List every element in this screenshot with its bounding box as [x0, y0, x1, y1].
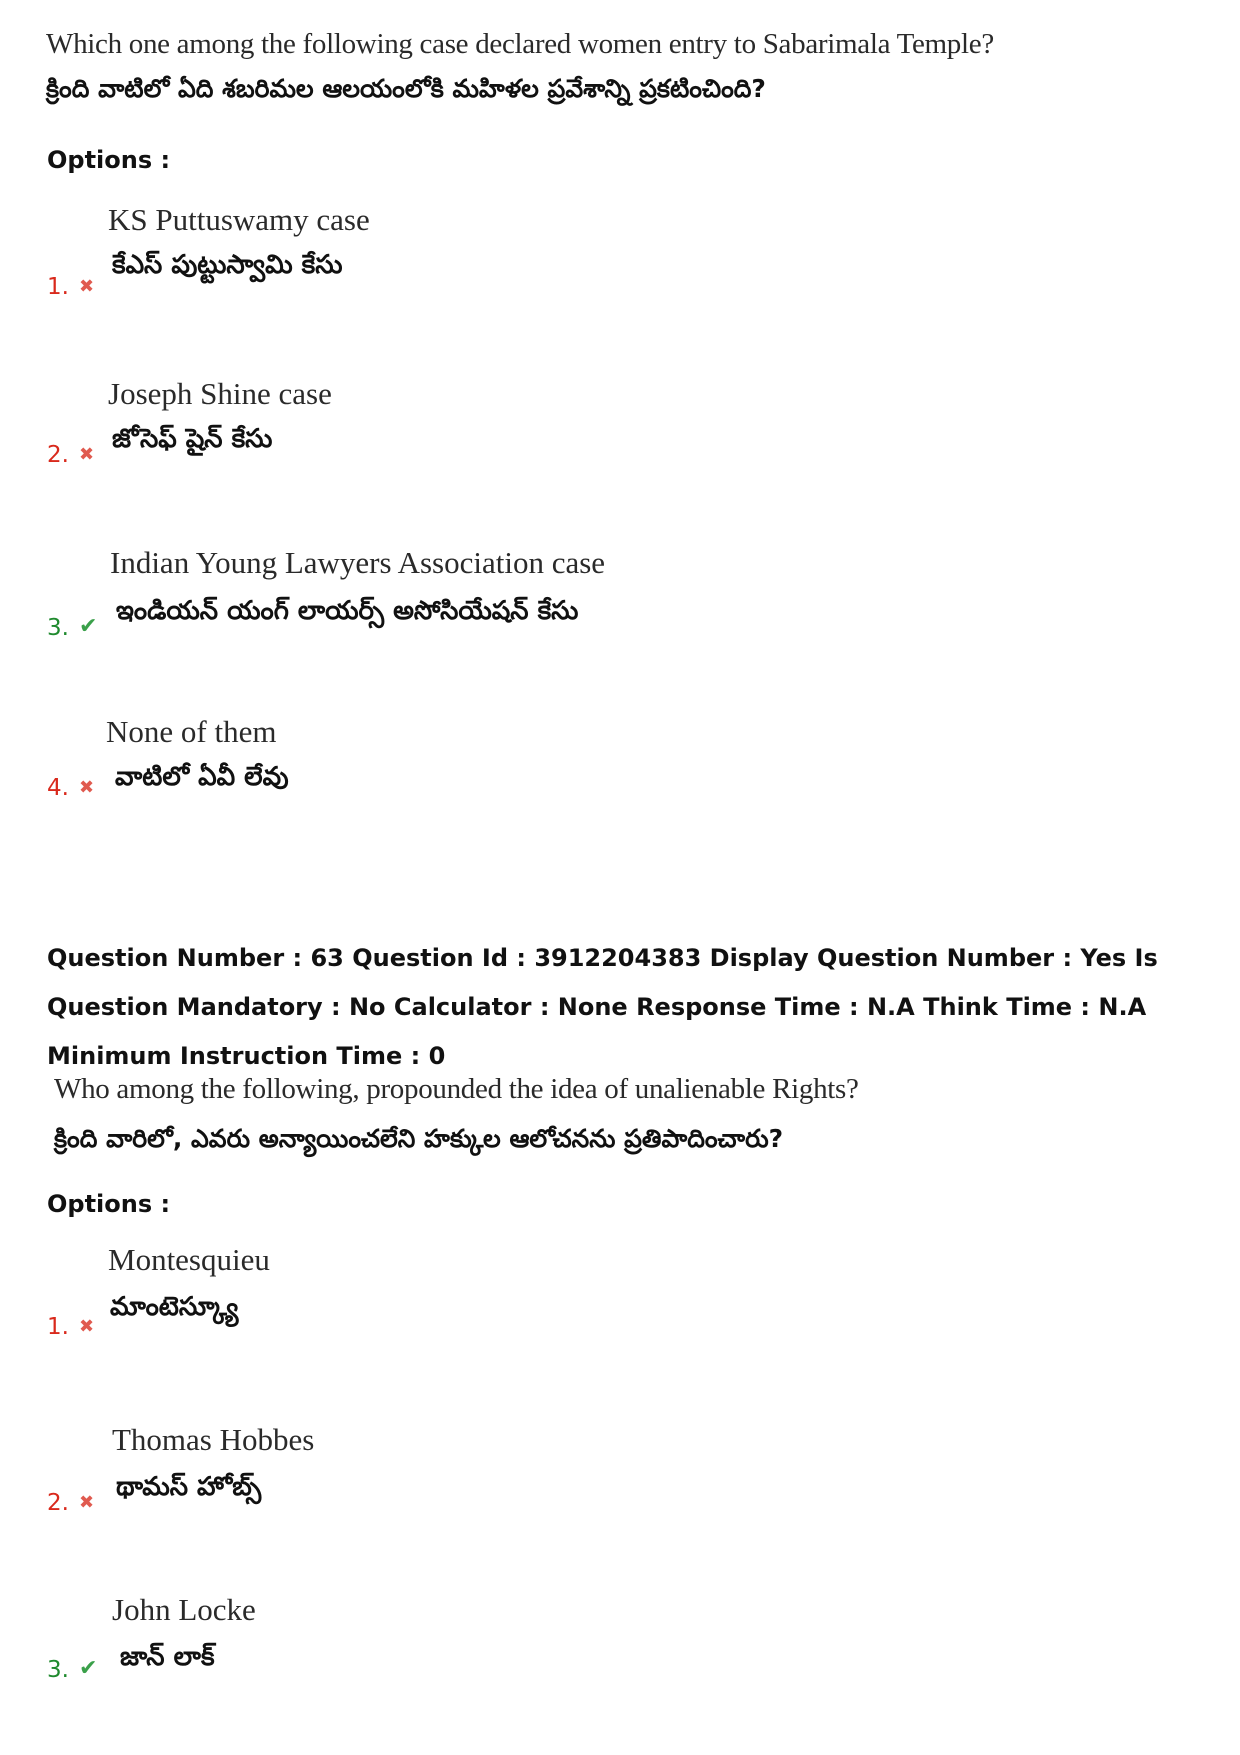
check-icon: ✔ — [78, 1656, 98, 1681]
option-text-en: Joseph Shine case — [108, 376, 332, 411]
option-text-te: మాంటెస్క్యూ — [110, 1292, 239, 1322]
check-icon: ✔ — [78, 614, 98, 639]
option-text-en: Thomas Hobbes — [112, 1422, 315, 1457]
question-meta: Question Number : 63 Question Id : 3912204383 Display Question Number : Yes Is Question Mandatory : No Calculator : None Response Time : N.A Think Time : N.A Minimum Instruction Time : 0 — [47, 944, 1158, 1070]
option-number: 2. ✖ — [47, 442, 95, 468]
option-text-te: కేఎస్ పుట్టుస్వామి కేసు — [112, 250, 343, 280]
option-number: 1. ✖ — [47, 1314, 95, 1340]
option-text-te: ఇండియన్ యంగ్ లాయర్స్ అసోసియేషన్ కేసు — [116, 596, 579, 626]
question-text-te: క్రింది వారిలో, ఎవరు అన్యాయించలేని హక్కుల ఆలోచనను ప్రతిపాదించారు? — [54, 1124, 784, 1153]
options-label: Options : — [47, 146, 171, 174]
option-text-en: None of them — [106, 714, 277, 749]
option-text-en: John Locke — [112, 1592, 256, 1627]
cross-icon: ✖ — [78, 1316, 95, 1337]
option-text-te: జాన్ లాక్ — [120, 1642, 215, 1672]
cross-icon: ✖ — [78, 444, 95, 465]
question-text-en: Which one among the following case declared women entry to Sabarimala Temple? — [46, 28, 994, 60]
option-text-te: థామస్ హోబ్స్ — [116, 1472, 262, 1502]
option-text-en: Indian Young Lawyers Association case — [110, 545, 606, 580]
option-number: 2. ✖ — [47, 1490, 95, 1516]
option-number: 4. ✖ — [47, 775, 95, 801]
option-text-en: KS Puttuswamy case — [108, 202, 370, 237]
option-text-en: Montesquieu — [108, 1242, 270, 1277]
question-text-en: Who among the following, propounded the idea of unalienable Rights? — [54, 1073, 859, 1105]
option-number: 3. ✔ — [47, 614, 98, 641]
cross-icon: ✖ — [78, 1492, 95, 1513]
question-text-te: క్రింది వాటిలో ఏది శబరిమల ఆలయంలోకి మహిళల ప్రవేశాన్ని ప్రకటించింది? — [46, 74, 766, 103]
option-number: 3. ✔ — [47, 1656, 98, 1683]
options-label: Options : — [47, 1190, 171, 1218]
option-text-te: వాటిలో ఏవీ లేవు — [115, 762, 289, 792]
cross-icon: ✖ — [78, 276, 95, 297]
option-number: 1. ✖ — [47, 274, 95, 300]
cross-icon: ✖ — [78, 777, 95, 798]
option-text-te: జోసెఫ్ షైన్ కేసు — [112, 424, 273, 454]
